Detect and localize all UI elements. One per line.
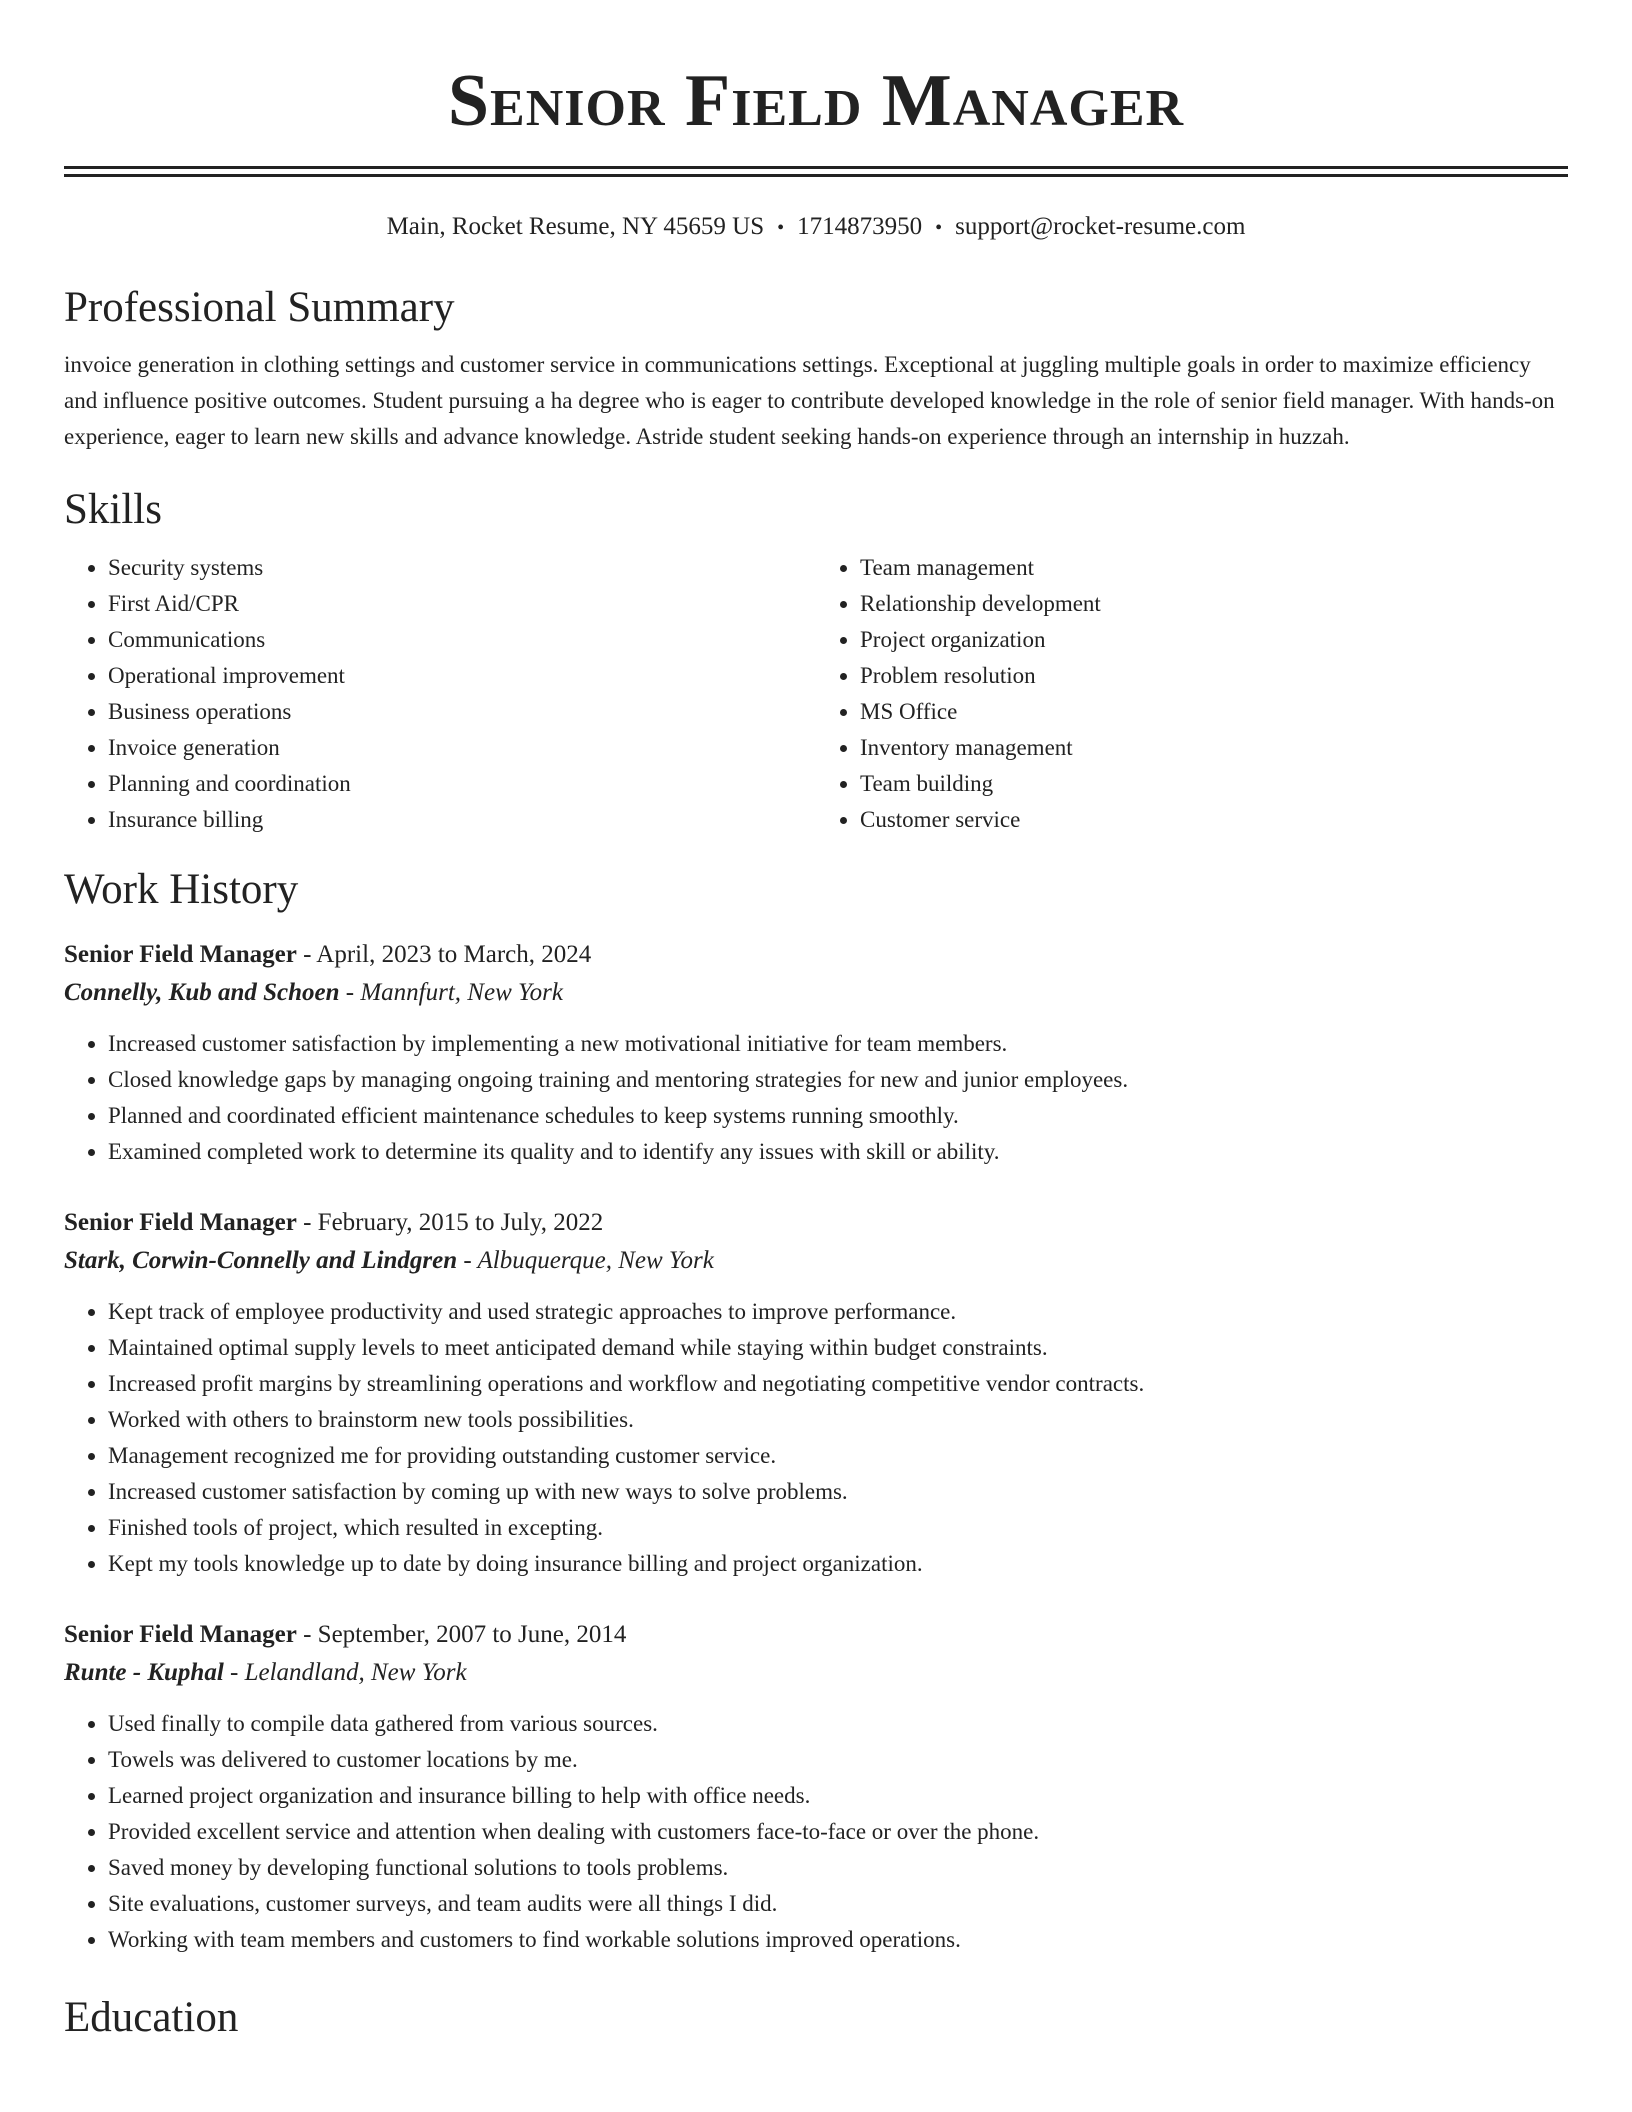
contact-separator: • [777, 217, 785, 239]
job-bullet: • Site evaluations, customer surveys, and team audits were all things I did. [108, 1886, 1568, 1922]
job-dates: - September, 2007 to June, 2014 [296, 1621, 627, 1648]
job-bullet: • Working with team members and customers to find workable solutions improved operations. [108, 1922, 1568, 1958]
summary-heading: Professional Summary [64, 284, 455, 331]
job-entry [64, 1616, 1568, 1958]
job-bullet: • Kept track of employee productivity and used strategic approaches to improve performance. [108, 1294, 1568, 1330]
summary-text: invoice generation in clothing settings and customer service in communications settings. Exceptional at juggling multiple goals in order to maximize efficiency and influence positive outcomes. Student pursuing a ha degree who is eager to contribute developed knowledge in the role of senior field manager. With hands-on experience, eager to learn new skills and advance knowledge. Astride student seeking hands-on experience through an internship in huzzah. [64, 352, 1555, 449]
skill-item: • Business operations [108, 694, 816, 730]
skill-item: • Inventory management [860, 730, 1568, 766]
resume-page [64, 0, 1568, 2044]
skill-item: • Team management [860, 550, 1568, 586]
skill-item: • Operational improvement [108, 658, 816, 694]
skill-item: • Problem resolution [860, 658, 1568, 694]
job-bullets [64, 1026, 1568, 1170]
skill-item: • Invoice generation [108, 730, 816, 766]
work-history-heading: Work History [64, 866, 299, 913]
job-bullet: • Planned and coordinated efficient maintenance schedules to keep systems running smoothly. [108, 1098, 1568, 1134]
skills-heading: Skills [64, 486, 162, 533]
resume-name: Senior Field Manager [447, 60, 1185, 142]
job-location: - Lelandland, New York [223, 1659, 467, 1686]
job-company: Runte - Kuphal [64, 1659, 224, 1686]
header-double-rule [64, 166, 1568, 177]
skill-item: • Security systems [108, 550, 816, 586]
job-header [64, 1616, 1568, 1654]
job-company: Connelly, Kub and Schoen [64, 979, 340, 1006]
job-dates: - February, 2015 to July, 2022 [296, 1209, 604, 1236]
job-location: - Mannfurt, New York [339, 979, 563, 1006]
job-bullet: • Towels was delivered to customer locations by me. [108, 1742, 1568, 1778]
skill-item: • MS Office [860, 694, 1568, 730]
job-title: Senior Field Manager [64, 941, 297, 968]
skills-list-right [816, 550, 1568, 838]
contact-email: support@rocket-resume.com [955, 213, 1246, 240]
contact-separator: • [935, 217, 943, 239]
education-heading: Education [64, 1994, 239, 2041]
job-title: Senior Field Manager [64, 1621, 297, 1648]
job-bullets [64, 1294, 1568, 1582]
skill-item: • Communications [108, 622, 816, 658]
skills-columns [64, 550, 1568, 838]
skill-item: • First Aid/CPR [108, 586, 816, 622]
job-bullet: • Provided excellent service and attention when dealing with customers face-to-face or over the phone. [108, 1814, 1568, 1850]
job-company-line [64, 974, 1568, 1012]
job-bullet: • Used finally to compile data gathered from various sources. [108, 1706, 1568, 1742]
skills-list-left [64, 550, 816, 838]
job-bullet: • Maintained optimal supply levels to meet anticipated demand while staying within budget constraints. [108, 1330, 1568, 1366]
job-entry [64, 936, 1568, 1170]
contact-address: Main, Rocket Resume, NY 45659 US [386, 213, 765, 240]
job-company: Stark, Corwin-Connelly and Lindgren [64, 1247, 458, 1274]
skill-item: • Insurance billing [108, 802, 816, 838]
job-bullet: • Worked with others to brainstorm new tools possibilities. [108, 1402, 1568, 1438]
skill-item: • Planning and coordination [108, 766, 816, 802]
job-bullet: • Saved money by developing functional solutions to tools problems. [108, 1850, 1568, 1886]
job-dates: - April, 2023 to March, 2024 [296, 941, 592, 968]
skill-item: • Customer service [860, 802, 1568, 838]
job-location: - Albuquerque, New York [457, 1247, 714, 1274]
skill-item: • Project organization [860, 622, 1568, 658]
job-header [64, 1204, 1568, 1242]
job-bullet: • Finished tools of project, which resulted in excepting. [108, 1510, 1568, 1546]
contact-phone: 1714873950 [797, 213, 923, 240]
skill-item: • Relationship development [860, 586, 1568, 622]
job-header [64, 936, 1568, 974]
skill-item: • Team building [860, 766, 1568, 802]
job-bullet: • Increased customer satisfaction by implementing a new motivational initiative for team members. [108, 1026, 1568, 1062]
job-company-line [64, 1654, 1568, 1692]
job-bullet: • Increased profit margins by streamlining operations and workflow and negotiating competitive vendor contracts. [108, 1366, 1568, 1402]
job-title: Senior Field Manager [64, 1209, 297, 1236]
job-bullet: • Examined completed work to determine its quality and to identify any issues with skill or ability. [108, 1134, 1568, 1170]
job-bullet: • Closed knowledge gaps by managing ongoing training and mentoring strategies for new and junior employees. [108, 1062, 1568, 1098]
job-company-line [64, 1242, 1568, 1280]
job-bullet: • Management recognized me for providing outstanding customer service. [108, 1438, 1568, 1474]
contact-line [64, 211, 1568, 244]
job-bullet: • Learned project organization and insurance billing to help with office needs. [108, 1778, 1568, 1814]
job-entry [64, 1204, 1568, 1582]
job-bullet: • Kept my tools knowledge up to date by doing insurance billing and project organization. [108, 1546, 1568, 1582]
job-bullet: • Increased customer satisfaction by coming up with new ways to solve problems. [108, 1474, 1568, 1510]
job-bullets [64, 1706, 1568, 1958]
